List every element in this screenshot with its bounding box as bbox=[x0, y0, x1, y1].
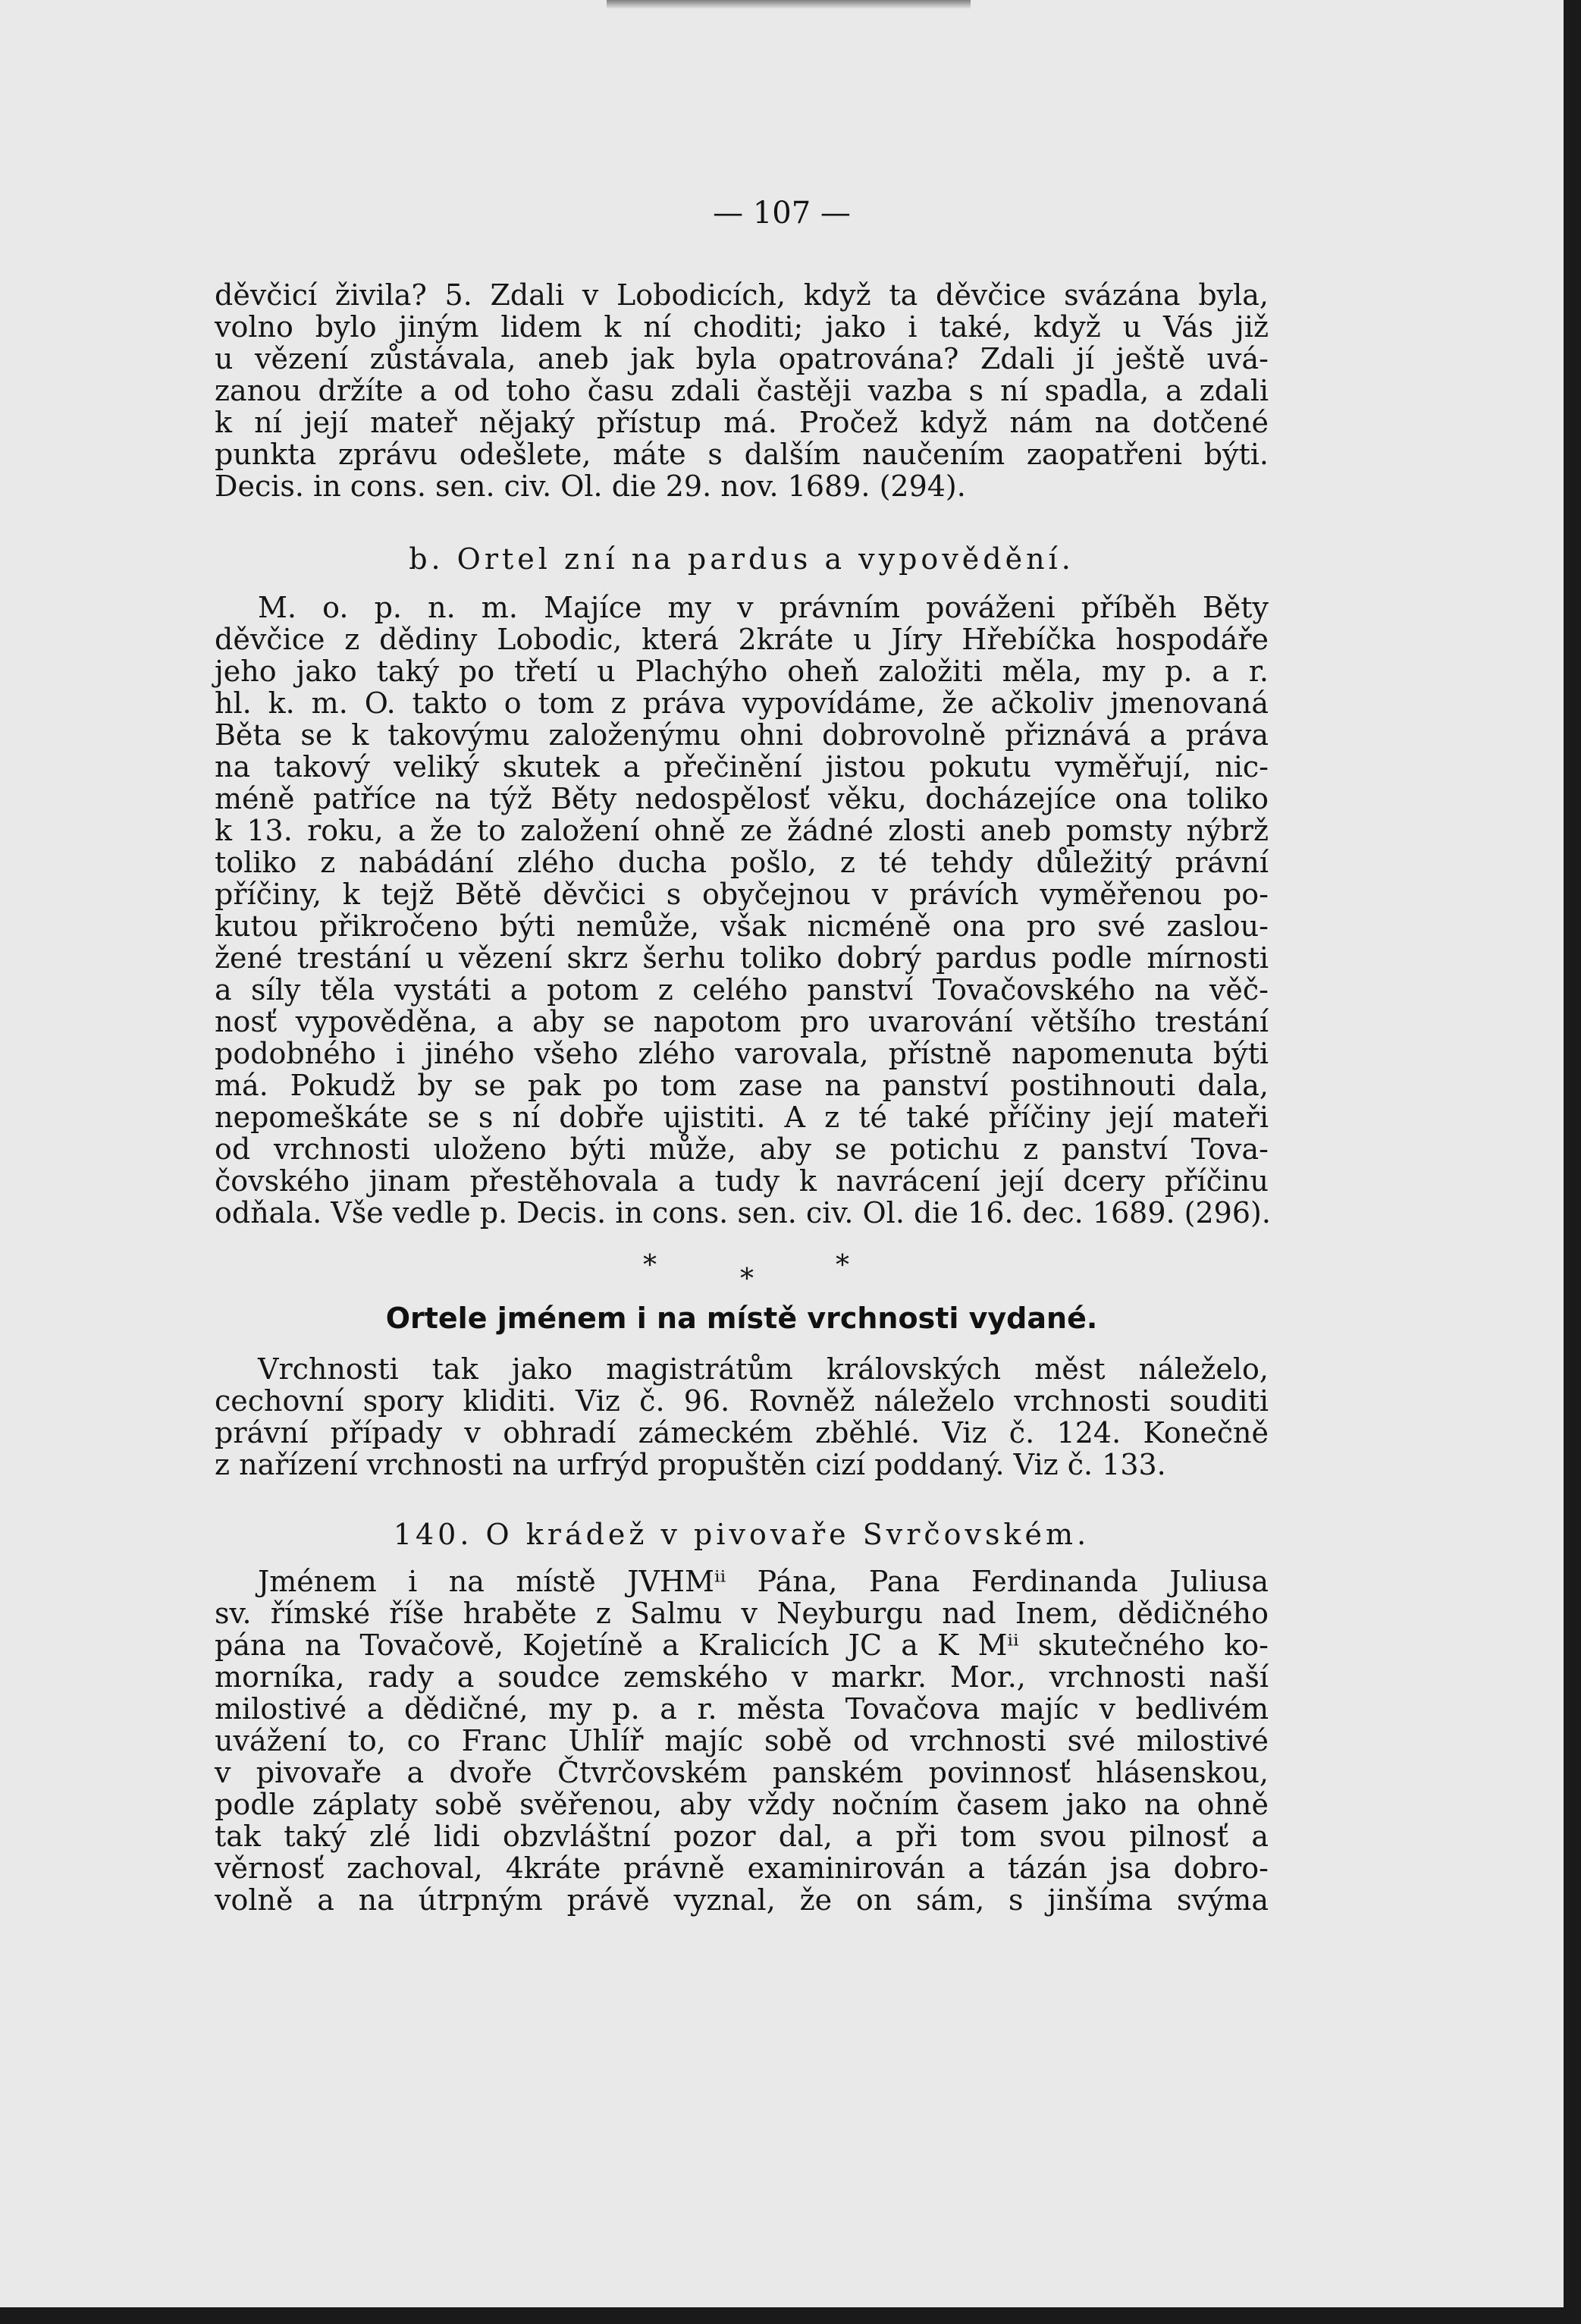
text-line: a síly těla vystáti a potom z celého panství Tovačovského na věč- bbox=[215, 973, 1269, 1007]
text-line: odňala. Vše vedle p. Decis. in cons. sen. civ. Ol. die 16. dec. 1689. (296). bbox=[215, 1196, 1271, 1230]
asterisk: * bbox=[643, 1250, 657, 1281]
text-line: Decis. in cons. sen. civ. Ol. die 29. nov. 1689. (294). bbox=[215, 470, 966, 503]
text-line: milostivé a dědičné, my p. a r. města Tovačova majíc v bedlivém bbox=[215, 1692, 1269, 1726]
text-line: v pivovaře a dvoře Čtvrčovském panském povinnosť hlásenskou, bbox=[215, 1756, 1269, 1789]
section-140-title: 140. O krádež v pivovaře Svrčovském. bbox=[393, 1518, 1090, 1551]
text-line: morníka, rady a soudce zemského v markr. Mor., vrchnosti naší bbox=[215, 1660, 1269, 1694]
text-line: zanou držíte a od toho času zdali častěji vazba s ní spadla, a zdali bbox=[215, 374, 1269, 407]
text-line: Běta se k takovýmu založenýmu ohni dobrovolně přiznává a práva bbox=[215, 718, 1269, 752]
text-line: nosť vypověděna, a aby se napotom pro uvarování většího trestání bbox=[215, 1005, 1269, 1038]
text-line: cechovní spory kliditi. Viz č. 96. Rovněž náleželo vrchnosti souditi bbox=[215, 1384, 1269, 1418]
text-line: právní případy v obhradí zámeckém zběhlé. Viz č. 124. Konečně bbox=[215, 1416, 1269, 1449]
text-line: u vězení zůstávala, aneb jak byla opatrována? Zdali jí ještě uvá- bbox=[215, 342, 1269, 375]
text-line: děvčicí živila? 5. Zdali v Lobodicích, když ta děvčice svázána byla, bbox=[215, 278, 1269, 312]
text-line: Vrchnosti tak jako magistrátům královských měst náleželo, bbox=[258, 1352, 1269, 1386]
text-line: méně patříce na týž Běty nedospělosť věku, docházejíce ona toliko bbox=[215, 782, 1269, 815]
text-line: M. o. p. n. m. Majíce my v právním pováženi příběh Běty bbox=[258, 591, 1269, 624]
text-line: věrnosť zachoval, 4kráte právně examinirován a tázán jsa dobro- bbox=[215, 1851, 1269, 1885]
text-line: toliko z nabádání zlého ducha pošlo, z té tehdy důležitý právní bbox=[215, 846, 1269, 879]
text-line: k ní její mateř nějaký přístup má. Pročež když nám na dotčené bbox=[215, 406, 1269, 439]
text-line: volně a na útrpným právě vyznal, že on sám, s jinšíma svýma bbox=[215, 1883, 1269, 1917]
text-line: příčiny, k tejž Bětě děvčici s obyčejnou v právích vyměřenou po- bbox=[215, 878, 1269, 911]
text-line: tak taký zlé lidi obzvláštní pozor dal, a při tom svou pilnosť a bbox=[215, 1820, 1269, 1853]
text-line: čovského jinam přestěhovala a tudy k navrácení její dcery příčinu bbox=[215, 1164, 1269, 1198]
text-line: kutou přikročeno býti nemůže, však nicméně ona pro své zaslou- bbox=[215, 909, 1269, 943]
text-line: děvčice z dědiny Lobodic, která 2kráte u Jíry Hřebíčka hospodáře bbox=[215, 623, 1269, 656]
text-line: sv. římské říše hraběte z Salmu v Neyburgu nad Inem, dědičného bbox=[215, 1597, 1269, 1630]
text-line: z nařízení vrchnosti na urfrýd propuštěn cizí poddaný. Viz č. 133. bbox=[215, 1448, 1166, 1481]
section-heading: Ortele jménem i na místě vrchnosti vydané. bbox=[385, 1302, 1098, 1335]
text-line: uvážení to, co Franc Uhlíř majíc sobě od vrchnosti své milostivé bbox=[215, 1724, 1269, 1757]
text-line: k 13. roku, a že to založení ohně ze žádné zlosti aneb pomsty nýbrž bbox=[215, 814, 1269, 847]
text-line: nepomeškáte se s ní dobře ujistiti. A z té také příčiny její mateři bbox=[215, 1101, 1269, 1134]
text-line: pána na Tovačově, Kojetíně a Kralicích JC a K Mⁱⁱ skutečného ko- bbox=[215, 1628, 1269, 1662]
text-line: žené trestání u vězení skrz šerhu toliko dobrý pardus podle mírnosti bbox=[215, 941, 1269, 975]
text-line: Jménem i na místě JVHMⁱⁱ Pána, Pana Ferdinanda Juliusa bbox=[258, 1565, 1269, 1598]
page-number: — 107 — bbox=[713, 196, 851, 231]
top-edge-mark bbox=[607, 0, 971, 9]
text-line: volno bylo jiným lidem k ní choditi; jako i také, když u Vás již bbox=[215, 310, 1269, 344]
text-line: od vrchnosti uloženo býti může, aby se potichu z panství Tova- bbox=[215, 1132, 1269, 1166]
text-line: na takový veliký skutek a přečinění jistou pokutu vyměřují, nic- bbox=[215, 750, 1269, 784]
text-line: hl. k. m. O. takto o tom z práva vypovídáme, že ačkoliv jmenovaná bbox=[215, 686, 1269, 720]
text-line: jeho jako taký po třetí u Plachýho oheň založiti měla, my p. a r. bbox=[215, 655, 1269, 688]
text-line: punkta zprávu odešlete, máte s dalším naučením zaopatřeni býti. bbox=[215, 438, 1269, 471]
text-line: má. Pokudž by se pak po tom zase na panství postihnouti dala, bbox=[215, 1069, 1269, 1102]
text-line: podobného i jiného všeho zlého varovala, přístně napomenuta býti bbox=[215, 1037, 1269, 1070]
asterisk: * bbox=[836, 1250, 849, 1281]
text-line: podle záplaty sobě svěřenou, aby vždy nočním časem jako na ohně bbox=[215, 1788, 1269, 1821]
asterisk: * bbox=[740, 1264, 754, 1295]
section-b-title: b. Ortel zní na pardus a vypovědění. bbox=[409, 542, 1074, 576]
